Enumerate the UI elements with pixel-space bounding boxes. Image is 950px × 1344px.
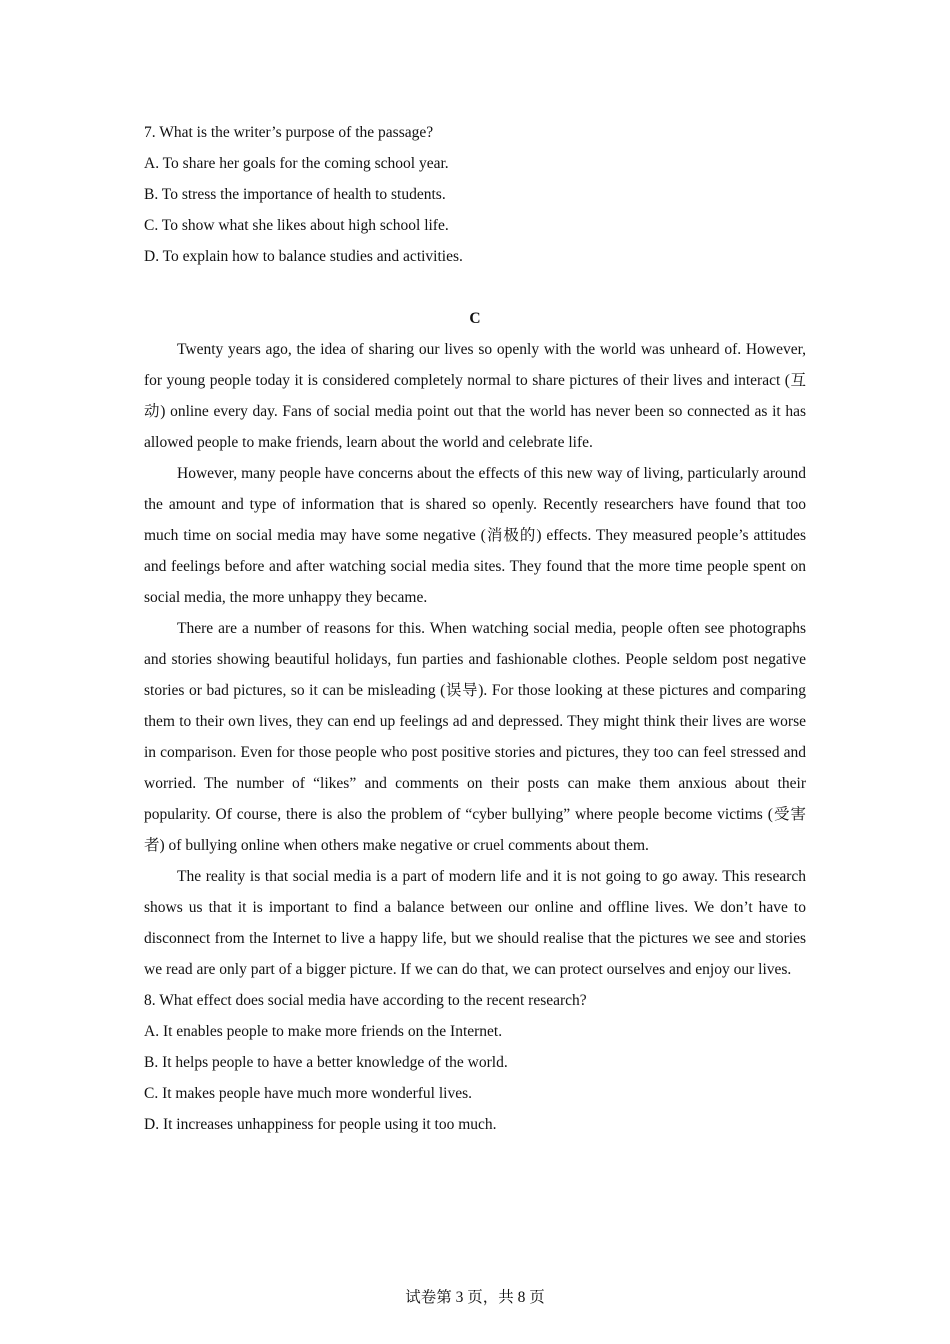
passage-paragraph-4: The reality is that social media is a part of modern life and it is not going to go away. This research shows us that it is important to find a balance between our online and offline lives. We don’t have to disconnect from the Internet to live a happy life, but we should realise that the pictures we see and stories we read are only part of a bigger picture. If we can do that, we can protect ourselves and enjoy our lives. bbox=[144, 868, 806, 978]
answer-option-c: C. To show what she likes about high school life. bbox=[144, 217, 449, 234]
answer-option-a: A. To share her goals for the coming school year. bbox=[144, 155, 449, 172]
question-7 bbox=[144, 117, 806, 272]
reading-passage-c bbox=[144, 303, 806, 985]
answer-option-b: B. It helps people to have a better knowledge of the world. bbox=[144, 1054, 508, 1071]
question-8 bbox=[144, 985, 806, 1140]
passage-paragraph-2: However, many people have concerns about the effects of this new way of living, particularly around the amount and type of information that is shared so openly. Recently researchers have found that too much time on social media may have some negative (消极的) effects. They measured people’s attitudes and feelings before and after watching social media sites. They found that the more time people spent on social media, the more unhappy they became. bbox=[144, 465, 806, 606]
passage-paragraph-3: There are a number of reasons for this. When watching social media, people often see photographs and stories showing beautiful holidays, fun parties and fashionable clothes. People seldom post negative stories or bad pictures, so it can be misleading (误导). For those looking at these pictures and comparing them to their own lives, they can end up feelings ad and depressed. They might think their lives are worse in comparison. Even for those people who post positive stories and pictures, they too can feel stressed and worried. The number of “likes” and comments on their posts can make them anxious about their popularity. Of course, there is also the problem of “cyber bullying” where people become victims (受害者) of bullying online when others make negative or cruel comments about them. bbox=[144, 620, 806, 854]
answer-option-a: A. It enables people to make more friends on the Internet. bbox=[144, 1023, 503, 1040]
exam-page-body bbox=[144, 117, 806, 1140]
page-footer: 试卷第 3 页，共 8 页 bbox=[405, 1289, 545, 1306]
section-title: C bbox=[469, 310, 481, 327]
question-stem: 8. What effect does social media have according to the recent research? bbox=[144, 992, 587, 1009]
passage-paragraph-1: Twenty years ago, the idea of sharing our lives so openly with the world was unheard of. However, for young people today it is considered completely normal to share pictures of their lives and interact (互动) online every day. Fans of social media point out that the world has never been so connected as it has allowed people to make friends, learn about the world and celebrate life. bbox=[144, 341, 806, 451]
question-stem: 7. What is the writer’s purpose of the passage? bbox=[144, 124, 434, 141]
answer-option-d: D. It increases unhappiness for people using it too much. bbox=[144, 1116, 497, 1133]
answer-option-b: B. To stress the importance of health to students. bbox=[144, 186, 446, 203]
spacer bbox=[144, 272, 806, 303]
answer-option-c: C. It makes people have much more wonderful lives. bbox=[144, 1085, 472, 1102]
answer-option-d: D. To explain how to balance studies and activities. bbox=[144, 248, 463, 265]
